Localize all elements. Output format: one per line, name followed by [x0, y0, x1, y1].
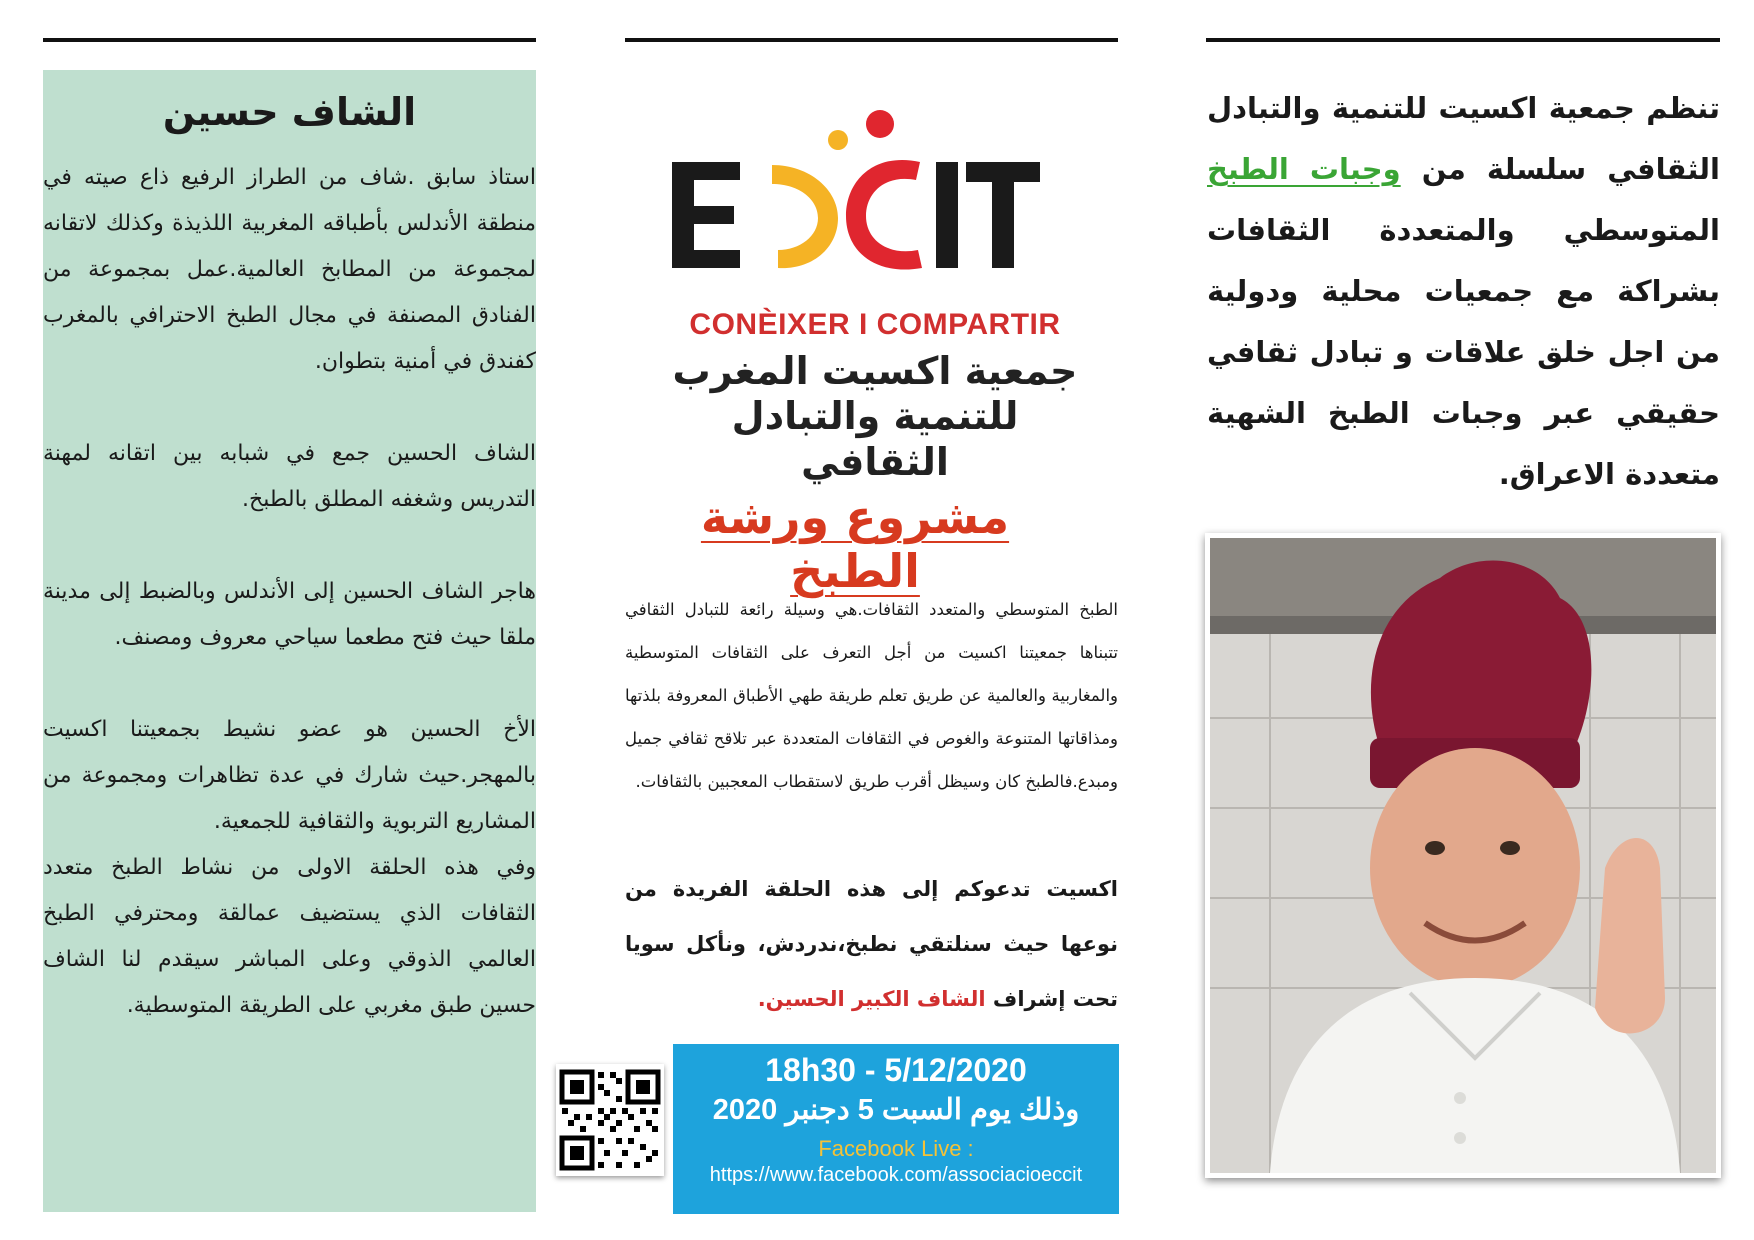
invitation-text: [625, 862, 1118, 1027]
logo-arabic-line1: جمعية اكسيت المغرب: [672, 349, 1078, 393]
bio-paragraph: الأخ الحسين هو عضو نشيط بجمعيتنا اكسيت بالمهجر.حيث شارك في عدة تظاهرات ومجموعة من المشاريع التربوية والثقافية للجمعية.: [43, 717, 536, 834]
logo-yellow-figure: [772, 165, 838, 268]
bio-paragraph: استاذ سابق .شاف من الطراز الرفيع ذاع صيته في منطقة الأندلس بأطباقه المغربية اللذيذة وكذلك لاتقانه لمجموعة من المطابخ العالمية.عمل بمجموعة من الفنادق المصنفة في مجال الطبخ الاحترافي بالمغرب كفندق في أمنية بتطوان.: [43, 165, 536, 374]
top-rule-left: [43, 38, 536, 42]
eccit-wordmark-graphic: [660, 110, 1090, 310]
logo-yellow-dot: [828, 130, 848, 150]
chef-photo-illustration: [1210, 538, 1716, 1173]
event-datetime: 18h30 - 5/12/2020: [765, 1052, 1027, 1088]
wordmark-letter-t: [966, 162, 1040, 268]
invitation-highlight: الشاف الكبير الحسين.: [757, 987, 986, 1011]
invitation-body: اكسيت تدعوكم إلى هذه الحلقة الفريدة من نوعها حيث سنلتقي نطبخ،ندردش، ونأكل سويا تحت إشراف: [625, 877, 1118, 1011]
logo-arabic-line2: للتنمية والتبادل الثقافي: [731, 394, 1019, 484]
event-info-box: [673, 1044, 1119, 1214]
facebook-url-link[interactable]: https://www.facebook.com/associacioeccit: [709, 1164, 1083, 1186]
bio-paragraph: هاجر الشاف الحسين إلى الأندلس وبالضبط إلى مدينة ملقا حيث فتح مطعما سياحي معروف ومصنف.: [43, 579, 536, 650]
qr-code-graphic: [556, 1064, 664, 1176]
logo-red-figure: [846, 160, 922, 270]
top-rule-right: [1206, 38, 1720, 42]
intro-text: [1207, 78, 1720, 505]
chef-bio-text: [43, 155, 536, 1029]
intro-text-end: المتوسطي والمتعددة الثقافات بشراكة مع جمعيات محلية ودولية من اجل خلق علاقات و تبادل ثقافي حقيقي عبر وجبات الطبخ الشهية متعددة الاعراق.: [1207, 213, 1720, 491]
intro-text-start: تنظم جمعية اكسيت للتنمية والتبادل الثقافي سلسلة من: [1207, 91, 1720, 186]
logo-red-dot: [866, 110, 894, 138]
qr-code[interactable]: [556, 1064, 664, 1176]
facebook-live-label: Facebook Live :: [818, 1136, 974, 1161]
chef-bio-panel: [43, 70, 536, 1212]
logo-tagline: CONÈIXER I COMPARTIR: [689, 308, 1061, 341]
bio-paragraph: الشاف الحسين جمع في شبابه بين اتقانه لمهنة التدريس وشغفه المطلق بالطبخ.: [43, 441, 536, 512]
project-title: مشروع ورشة الطبخ: [700, 490, 1010, 598]
chef-photo: [1205, 533, 1721, 1178]
wordmark-letter-e: [672, 162, 740, 268]
project-description: الطبخ المتوسطي والمتعدد الثقافات.هي وسيلة رائعة للتبادل الثقافي تتبناها جمعيتنا اكسيت من أجل التعرف على الثقافات المتوسطية والمغاربية والعالمية عن طريق تعلم طريقة طهي الأطباق المعروفة بلذتها ومذاقاتها المتنوعة والغوص في الثقافات المتعددة عبر تلاقح ثقافي جميل ومبدع.فالطبخ كان وسيظل أقرب طريق لاستقطاب المعجبين بالثقافات.: [625, 600, 1118, 791]
event-day: وذلك يوم السبت 5 دجنبر 2020: [712, 1094, 1080, 1126]
eccit-logo: [660, 110, 1090, 484]
intro-highlight: وجبات الطبخ: [1207, 152, 1401, 186]
wordmark-letter-i: [936, 162, 958, 268]
chef-name-heading: الشاف حسين: [162, 90, 417, 134]
bio-paragraph: وفي هذه الحلقة الاولى من نشاط الطبخ متعدد الثقافات الذي يستضيف عمالقة ومحترفي الطبخ العالمي الذوقي وعلى المباشر سيقدم لنا الشاف حسين طبق مغربي على الطريقة المتوسطية.: [43, 855, 536, 1018]
top-rule-middle: [625, 38, 1118, 42]
